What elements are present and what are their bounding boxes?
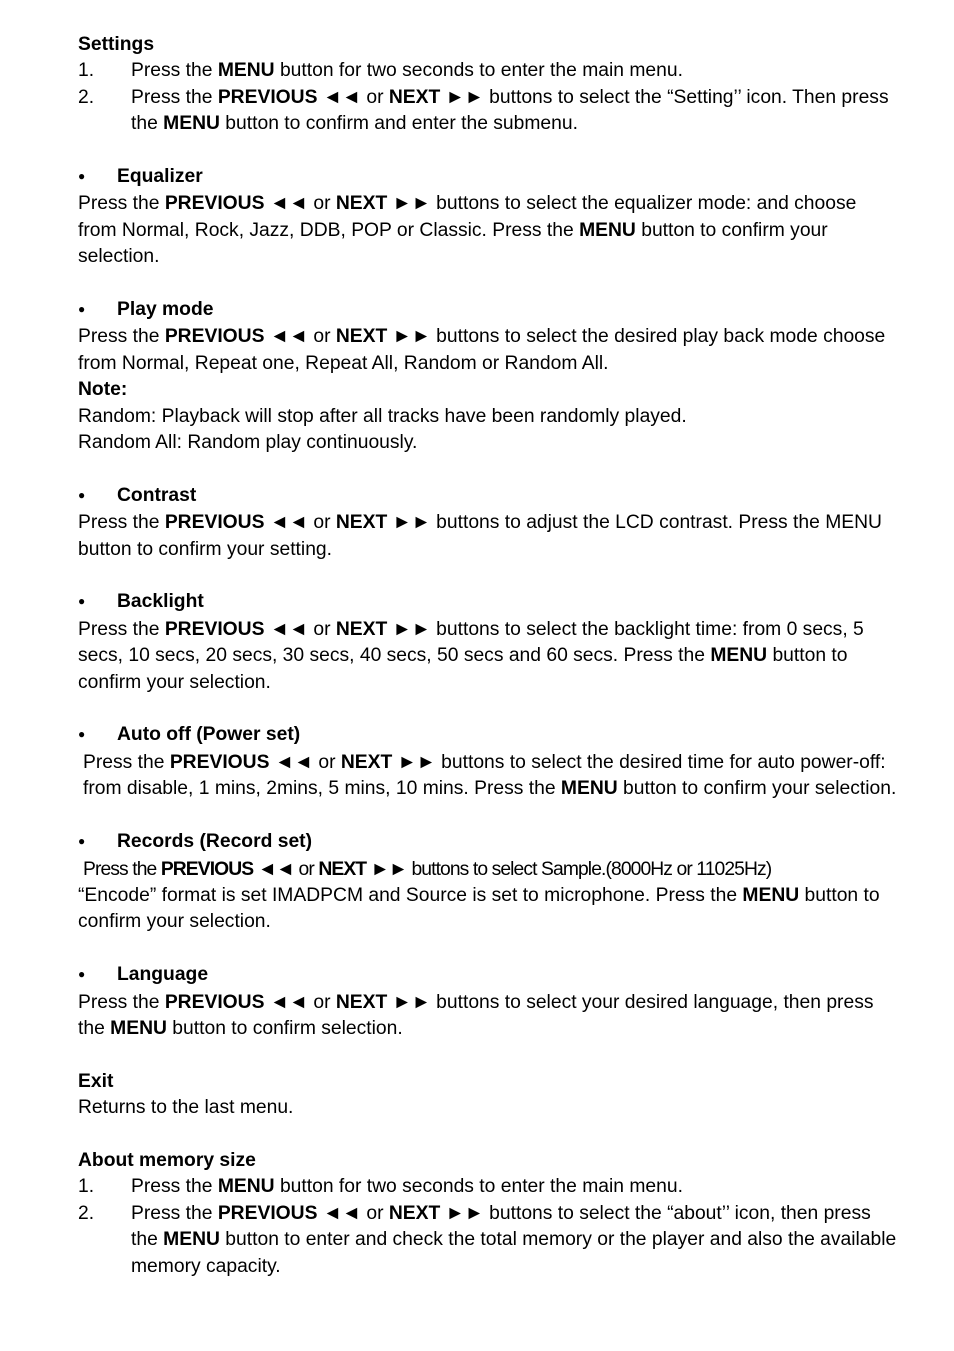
memory-steps — [78, 1174, 898, 1280]
text: buttons to select the “about’’ icon, then press the — [131, 1202, 871, 1251]
list-item — [78, 1174, 898, 1200]
contrast-heading — [78, 483, 898, 510]
heading-text: Auto off (Power set) — [117, 724, 301, 746]
text: or — [312, 751, 341, 773]
equalizer-heading — [78, 164, 898, 191]
bold-text: MENU — [163, 113, 220, 135]
text: or — [307, 618, 336, 640]
text: Press the — [78, 193, 165, 215]
bold-text: MENU — [163, 1229, 220, 1251]
note-label: Note: — [78, 379, 128, 401]
playmode-text — [78, 324, 898, 377]
contrast-text — [78, 510, 898, 563]
bold-text: NEXT ►► — [335, 991, 431, 1013]
bold-text: PREVIOUS ◄◄ — [164, 512, 308, 534]
autooff-text — [78, 750, 898, 803]
text: buttons to select the “Setting’’ icon. Then press the — [131, 86, 889, 135]
bullet-icon: ● — [78, 594, 86, 609]
autooff-heading — [78, 722, 898, 749]
bold-text: NEXT ►► — [318, 858, 408, 880]
text: button to confirm your selection. — [78, 884, 880, 933]
text: or — [360, 86, 389, 108]
playmode-heading — [78, 297, 898, 324]
heading-text: Backlight — [117, 591, 204, 613]
text: buttons to select the desired play back mode choose from Normal, Repeat one, Repeat All, Random or Random All. — [78, 326, 886, 374]
text: button to confirm selection. — [166, 1017, 403, 1039]
bold-text: MENU — [217, 1176, 275, 1198]
text: Press the — [83, 858, 161, 880]
bullet-icon: ● — [78, 169, 86, 184]
memory-heading: About memory size — [78, 1149, 256, 1171]
text: buttons to select the backlight time: from 0 secs, 5 secs, 10 secs, 20 secs, 30 secs, 40 secs, 50 secs and 60 secs. Press the — [78, 618, 864, 667]
list-item — [78, 58, 898, 84]
text: Press the — [78, 991, 165, 1013]
bullet-icon: ● — [78, 302, 86, 317]
text: Press the — [131, 1202, 218, 1224]
text: button to confirm your selection. — [78, 645, 848, 693]
bold-text: PREVIOUS ◄◄ — [217, 1202, 361, 1224]
text: “Encode” format is set IMADPCM and Source is set to microphone. Press the — [78, 884, 743, 906]
note-line: Random All: Random play continuously. — [78, 432, 418, 454]
text: Press the — [78, 512, 165, 534]
backlight-text — [78, 617, 898, 696]
heading-text: Records (Record set) — [117, 831, 313, 853]
bold-text: NEXT ►► — [335, 512, 431, 534]
bold-text: NEXT ►► — [335, 326, 431, 348]
text: button for two seconds to enter the main menu. — [274, 1176, 683, 1198]
records-text — [78, 883, 898, 936]
bold-text: PREVIOUS ◄◄ — [217, 86, 361, 108]
bold-text: PREVIOUS ◄◄ — [164, 326, 308, 348]
heading-text: Equalizer — [117, 166, 203, 188]
language-text — [78, 990, 898, 1043]
text: button for two seconds to enter the main menu. — [274, 60, 683, 82]
list-item — [78, 1201, 898, 1280]
text: or — [294, 858, 319, 880]
bold-text: MENU — [579, 219, 636, 241]
bold-text: NEXT ►► — [335, 618, 431, 640]
text: buttons to select your desired language, then press the — [78, 991, 874, 1039]
text: or — [307, 193, 336, 215]
step-number: 2. — [78, 1202, 95, 1224]
bold-text: PREVIOUS ◄◄ — [169, 751, 313, 773]
text: button to enter and check the total memory or the player and also the available memory capacity. — [131, 1229, 897, 1277]
text: buttons to select Sample.(8000Hz or 11025Hz) — [407, 858, 772, 880]
settings-steps — [78, 58, 898, 137]
text: Press the — [131, 86, 218, 108]
heading-text: Language — [117, 964, 209, 986]
bold-text: MENU — [217, 60, 275, 82]
bold-text: NEXT ►► — [388, 86, 484, 108]
exit-text: Returns to the last menu. — [78, 1097, 294, 1119]
exit-heading: Exit — [78, 1070, 114, 1092]
text: or — [307, 326, 336, 348]
step-number: 2. — [78, 86, 95, 108]
records-text-line1 — [78, 857, 898, 883]
heading-text: Contrast — [117, 484, 197, 506]
step-number: 1. — [78, 60, 95, 82]
text: button to confirm your selection. — [78, 219, 828, 268]
text: Press the — [83, 751, 170, 773]
records-heading — [78, 829, 898, 856]
bold-text: PREVIOUS ◄◄ — [160, 858, 295, 880]
list-item — [78, 85, 898, 138]
bold-text: MENU — [710, 645, 768, 667]
bullet-icon: ● — [78, 727, 86, 742]
bold-text: PREVIOUS ◄◄ — [164, 991, 308, 1013]
text: Press the — [131, 1176, 218, 1198]
text: buttons to select the desired time for auto power-off: from disable, 1 mins, 2mins, 5 mins, 10 mins. Press the — [83, 751, 886, 800]
step-number: 1. — [78, 1176, 95, 1198]
text: button to confirm and enter the submenu. — [219, 113, 578, 135]
note-line: Random: Playback will stop after all tracks have been randomly played. — [78, 405, 687, 427]
bold-text: PREVIOUS ◄◄ — [164, 618, 308, 640]
bold-text: MENU — [742, 884, 800, 906]
bold-text: MENU — [110, 1017, 167, 1039]
settings-heading: Settings — [78, 34, 155, 55]
language-heading — [78, 962, 898, 989]
text: buttons to adjust the LCD contrast. Press the MENU button to confirm your setting. — [78, 512, 882, 560]
bullet-icon: ● — [78, 834, 86, 849]
text: or — [307, 991, 336, 1013]
text: or — [360, 1202, 389, 1224]
bold-text: PREVIOUS ◄◄ — [164, 193, 308, 215]
bullet-icon: ● — [78, 487, 86, 502]
bold-text: NEXT ►► — [335, 193, 431, 215]
text: Press the — [78, 618, 165, 640]
text: or — [307, 512, 336, 534]
text: Press the — [78, 326, 165, 348]
text: buttons to select the equalizer mode: and choose from Normal, Rock, Jazz, DDB, POP or Classic. Press the — [78, 193, 857, 241]
equalizer-text — [78, 191, 898, 270]
bullet-icon: ● — [78, 967, 86, 982]
text: button to confirm your selection. — [617, 778, 897, 800]
bold-text: NEXT ►► — [340, 751, 436, 773]
text: Press the — [131, 60, 218, 82]
bold-text: MENU — [560, 778, 618, 800]
backlight-heading — [78, 589, 898, 616]
heading-text: Play mode — [117, 299, 214, 321]
bold-text: NEXT ►► — [388, 1202, 484, 1224]
